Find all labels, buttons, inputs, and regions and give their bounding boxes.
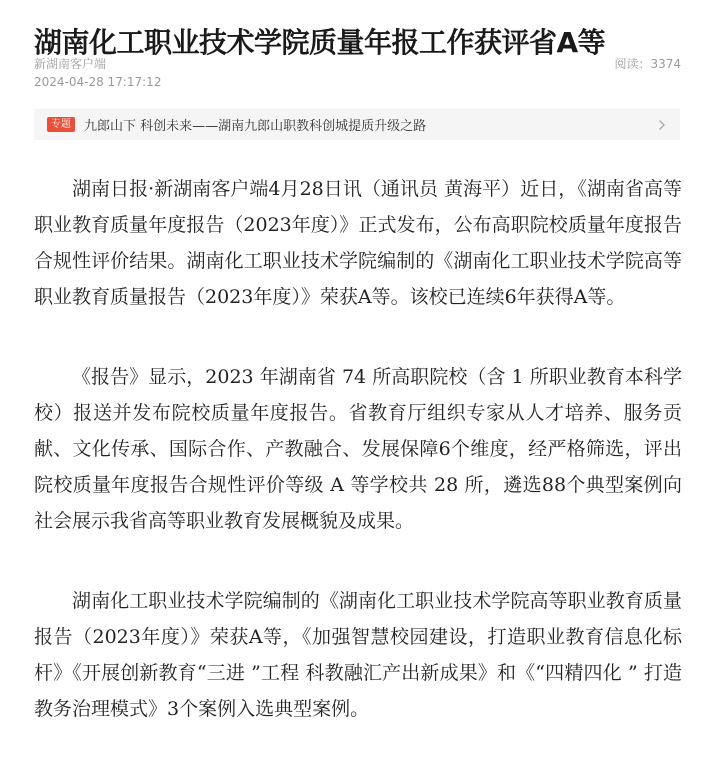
article-paragraph: 湖南化工职业技术学院编制的《湖南化工职业技术学院高等职业教育质量报告（2023年度）》荣获A等，《加强智慧校园建设，打造职业教育信息化标杆》《开展创新教育“三进 ”工程 科教融汇产出新成果》和《“四精四化 ” 打造教务治理模式》3个案例入选典型案例。 — [34, 590, 682, 720]
article-title: 湖南化工职业技术学院质量年报工作获评省A等 — [34, 25, 606, 59]
read-count: 阅读：3374 — [614, 57, 681, 71]
article-paragraph: 《报告》显示，2023 年湖南省 74 所高职院校（含 1 所职业教育本科学校）报送并发布院校质量年度报告。省教育厅组织专家从人才培养、服务贡献、文化传承、国际合作、产教融合、发展保障6个维度，经严格筛选，评出院校质量年度报告合规性评价等级 A 等学校共 28 所，遴选88个典型案例向社会展示我省高等职业教育发展概貌及成果。 — [34, 366, 682, 532]
article-source: 新湖南客户端 — [34, 57, 107, 71]
topic-title: 九郎山下 科创未来——湖南九郎山职教科创城提质升级之路 — [84, 119, 427, 134]
topic-badge: 专题 — [47, 117, 75, 132]
topic-link[interactable] — [34, 109, 680, 140]
article-paragraph: 湖南日报·新湖南客户端4月28日讯（通讯员 黄海平）近日，《湖南省高等职业教育质量年度报告（2023年度）》正式发布，公布高职院校质量年度报告合规性评价结果。湖南化工职业技术学院编制的《湖南化工职业技术学院高等职业教育质量报告（2023年度）》荣获A等。该校已连续6年获得A等。 — [34, 178, 682, 308]
publish-time: 2024-04-28 17:17:12 — [34, 75, 162, 89]
chevron-right-icon — [658, 119, 666, 131]
article-body — [34, 171, 682, 771]
